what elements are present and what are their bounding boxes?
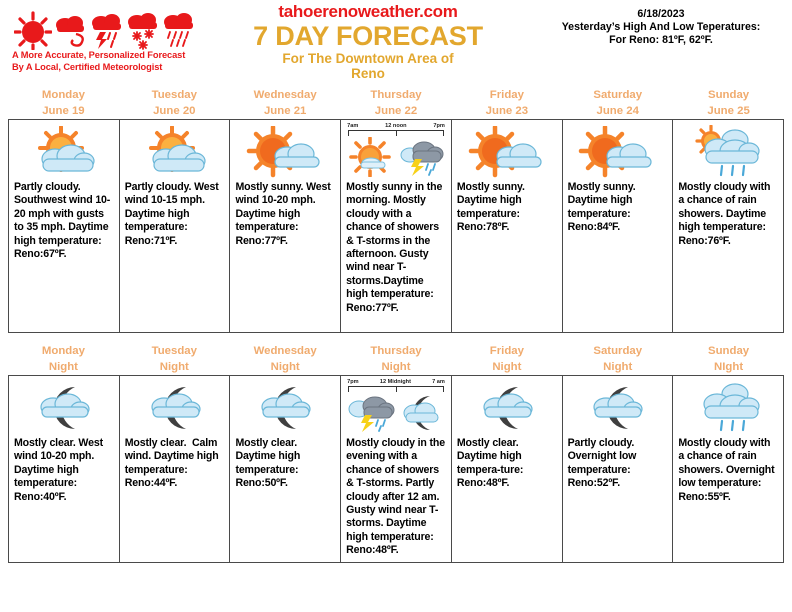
night-rain-showers-icon	[678, 379, 778, 437]
night-header-monday	[8, 344, 119, 375]
tagline-line-2: By A Local, Certified Meteorologist	[12, 61, 163, 72]
night-label: Night	[381, 360, 411, 373]
night-name: Wednesday	[253, 345, 317, 357]
thunderstorm-icon	[347, 393, 395, 433]
yesterday-values: For Reno: 81ºF, 62ºF.	[609, 34, 713, 47]
night-cell-monday	[9, 376, 120, 562]
forecast-text: Mostly sunny. Daytime high temperature: Reno:78ºF.	[456, 181, 528, 234]
yesterday-label: Yesterday’s High And Low Teperatures:	[561, 21, 761, 34]
timeline	[346, 123, 446, 179]
sun-icon	[14, 10, 52, 50]
night-header-row	[8, 344, 784, 375]
day-header-monday	[8, 88, 119, 119]
night-cell-wednesday	[230, 376, 341, 562]
timeline-label-end: 7pm	[433, 123, 445, 129]
night-cell-tuesday	[120, 376, 231, 562]
night-header-wednesday	[230, 344, 341, 375]
thunderstorm-icon	[90, 8, 124, 50]
night-name: Tuesday	[151, 345, 197, 357]
forecast-cell-tuesday	[120, 120, 231, 332]
forecast-text: Mostly sunny. Daytime high temperature: Reno:84ºF.	[567, 181, 639, 234]
night-name: Monday	[41, 345, 85, 357]
page-header	[0, 0, 792, 88]
night-cell-thursday	[341, 376, 452, 562]
brand-logo	[8, 4, 198, 73]
day-header-row	[8, 88, 784, 119]
windy-cloud-icon	[54, 8, 88, 50]
timeline-icons	[346, 392, 446, 434]
timeline-label-start: 7am	[347, 123, 359, 129]
moon-clouds-icon	[235, 379, 335, 437]
day-date: June 20	[153, 104, 196, 117]
day-header-tuesday	[119, 88, 230, 119]
night-text: Mostly clear. West wind 10-20 mph. Daytime high temperature: Reno:40ºF.	[14, 437, 106, 503]
day-header-wednesday	[230, 88, 341, 119]
night-header-sunday	[673, 344, 784, 375]
night-forecast-row	[8, 375, 784, 563]
subtitle-line-1: For The Downtown Area of	[282, 51, 454, 66]
timeline-label-start: 7pm	[347, 379, 359, 385]
day-date: June 22	[374, 104, 418, 117]
night-text: Partly cloudy. Overnight low temperature: Reno:52ºF.	[567, 437, 640, 490]
night-name: Sunday	[708, 345, 750, 357]
day-name: Friday	[489, 89, 524, 101]
timeline-labels	[346, 123, 446, 130]
partly-cloudy-icon	[14, 123, 114, 181]
night-label: Night	[48, 360, 78, 373]
mostly-sunny-icon	[457, 123, 557, 181]
day-name: Saturday	[593, 89, 643, 101]
day-date: June 21	[263, 104, 307, 117]
thunderstorm-icon	[397, 137, 445, 177]
timeline	[346, 379, 446, 435]
forecast-cell-friday	[452, 120, 563, 332]
timeline-label-mid: 12 noon	[385, 123, 407, 129]
night-text: Mostly cloudy in the evening with a chance of showers & T-storms. Partly cloudy after 12 am. Gusty wind near T-storms. Daytime high temperature: Reno:48ºF.	[346, 437, 448, 557]
night-header-thursday	[341, 344, 452, 375]
forecast-text: Mostly sunny. West wind 10-20 mph. Daytime high temperature: Reno:77ºF.	[235, 181, 334, 247]
night-name: Thursday	[370, 345, 422, 357]
day-name: Tuesday	[151, 89, 197, 101]
split-sunny-thunderstorm-icon	[346, 123, 446, 181]
night-label: Night	[603, 360, 633, 373]
night-name: Saturday	[593, 345, 643, 357]
night-text: Mostly clear. Daytime high tempera-ture: Reno:48ºF.	[456, 437, 527, 490]
rain-showers-icon	[678, 123, 778, 181]
split-thunderstorm-moon-icon	[346, 379, 446, 437]
forecast-cell-thursday	[341, 120, 452, 332]
snow-cloud-icon	[126, 8, 160, 50]
tagline-line-1: A More Accurate, Personalized Forecast	[12, 50, 186, 60]
day-name: Wednesday	[253, 89, 317, 101]
night-cell-saturday	[563, 376, 674, 562]
day-name: Sunday	[708, 89, 750, 101]
logo-icon-strip	[8, 4, 198, 50]
site-name: tahoerenoweather.com	[278, 2, 458, 21]
forecast-date: 6/18/2023	[637, 8, 685, 20]
forecast-cell-sunday	[673, 120, 783, 332]
subtitle-line-2: Reno	[351, 66, 385, 81]
forecast-cell-monday	[9, 120, 120, 332]
night-text: Mostly clear. Calm wind. Daytime high temperature: Reno:44ºF.	[124, 437, 222, 490]
night-text: Mostly cloudy with a chance of rain showers. Overnight low temperature: Reno:55ºF.	[678, 437, 778, 503]
sunny-icon	[347, 137, 395, 177]
night-label: Night	[159, 360, 189, 373]
night-cell-friday	[452, 376, 563, 562]
moon-clouds-icon	[568, 379, 668, 437]
timeline-label-end: 7 am	[432, 379, 445, 385]
night-label: Night	[492, 360, 522, 373]
night-header-tuesday	[119, 344, 230, 375]
day-header-sunday	[673, 88, 784, 119]
forecast-text: Partly cloudy. West wind 10-15 mph. Daytime high temperature: Reno:71ºF.	[124, 181, 222, 247]
partly-cloudy-icon	[125, 123, 225, 181]
day-date: June 25	[707, 104, 750, 117]
day-name: Thursday	[370, 89, 422, 101]
day-header-saturday	[562, 88, 673, 119]
moon-clouds-icon	[14, 379, 114, 437]
day-name: Monday	[41, 89, 85, 101]
forecast-cell-saturday	[563, 120, 674, 332]
forecast-text: Mostly cloudy with a chance of rain showers. Daytime high temperature: Reno:76ºF.	[678, 181, 774, 247]
night-cell-sunday	[673, 376, 783, 562]
brand-tagline	[8, 50, 198, 73]
night-text: Mostly clear. Daytime high temperature: Reno:50ºF.	[235, 437, 303, 490]
yesterday-info	[536, 8, 786, 48]
moon-clouds-icon	[397, 393, 445, 433]
timeline-bracket	[348, 386, 444, 392]
day-forecast-row	[8, 119, 784, 333]
night-header-friday	[451, 344, 562, 375]
moon-clouds-icon	[457, 379, 557, 437]
forecast-text: Mostly sunny in the morning. Mostly cloudy with a chance of showers & T-storms in the afternoon. Gusty wind near T-storms.Daytime high temperature: Reno:77ºF.	[346, 181, 445, 314]
day-date: June 23	[485, 104, 529, 117]
night-name: Friday	[489, 345, 524, 357]
mostly-sunny-icon	[235, 123, 335, 181]
timeline-icons	[346, 136, 446, 178]
title-block	[198, 2, 538, 81]
day-date: June 19	[42, 104, 85, 117]
day-header-friday	[451, 88, 562, 119]
night-label: Night	[270, 360, 300, 373]
moon-clouds-icon	[125, 379, 225, 437]
night-header-saturday	[562, 344, 673, 375]
night-label: NIght	[714, 360, 744, 373]
timeline-bracket	[348, 130, 444, 136]
forecast-text: Partly cloudy. Southwest wind 10-20 mph with gusts to 35 mph. Daytime high temperature: Reno:67ºF.	[14, 181, 112, 261]
day-date: June 24	[596, 104, 639, 117]
timeline-label-mid: 12 Midnight	[379, 379, 411, 385]
day-header-thursday	[341, 88, 452, 119]
timeline-labels	[346, 379, 446, 386]
mostly-sunny-icon	[568, 123, 668, 181]
page-title: 7 DAY FORECAST	[253, 21, 483, 51]
forecast-cell-wednesday	[230, 120, 341, 332]
rain-cloud-icon	[162, 8, 196, 50]
